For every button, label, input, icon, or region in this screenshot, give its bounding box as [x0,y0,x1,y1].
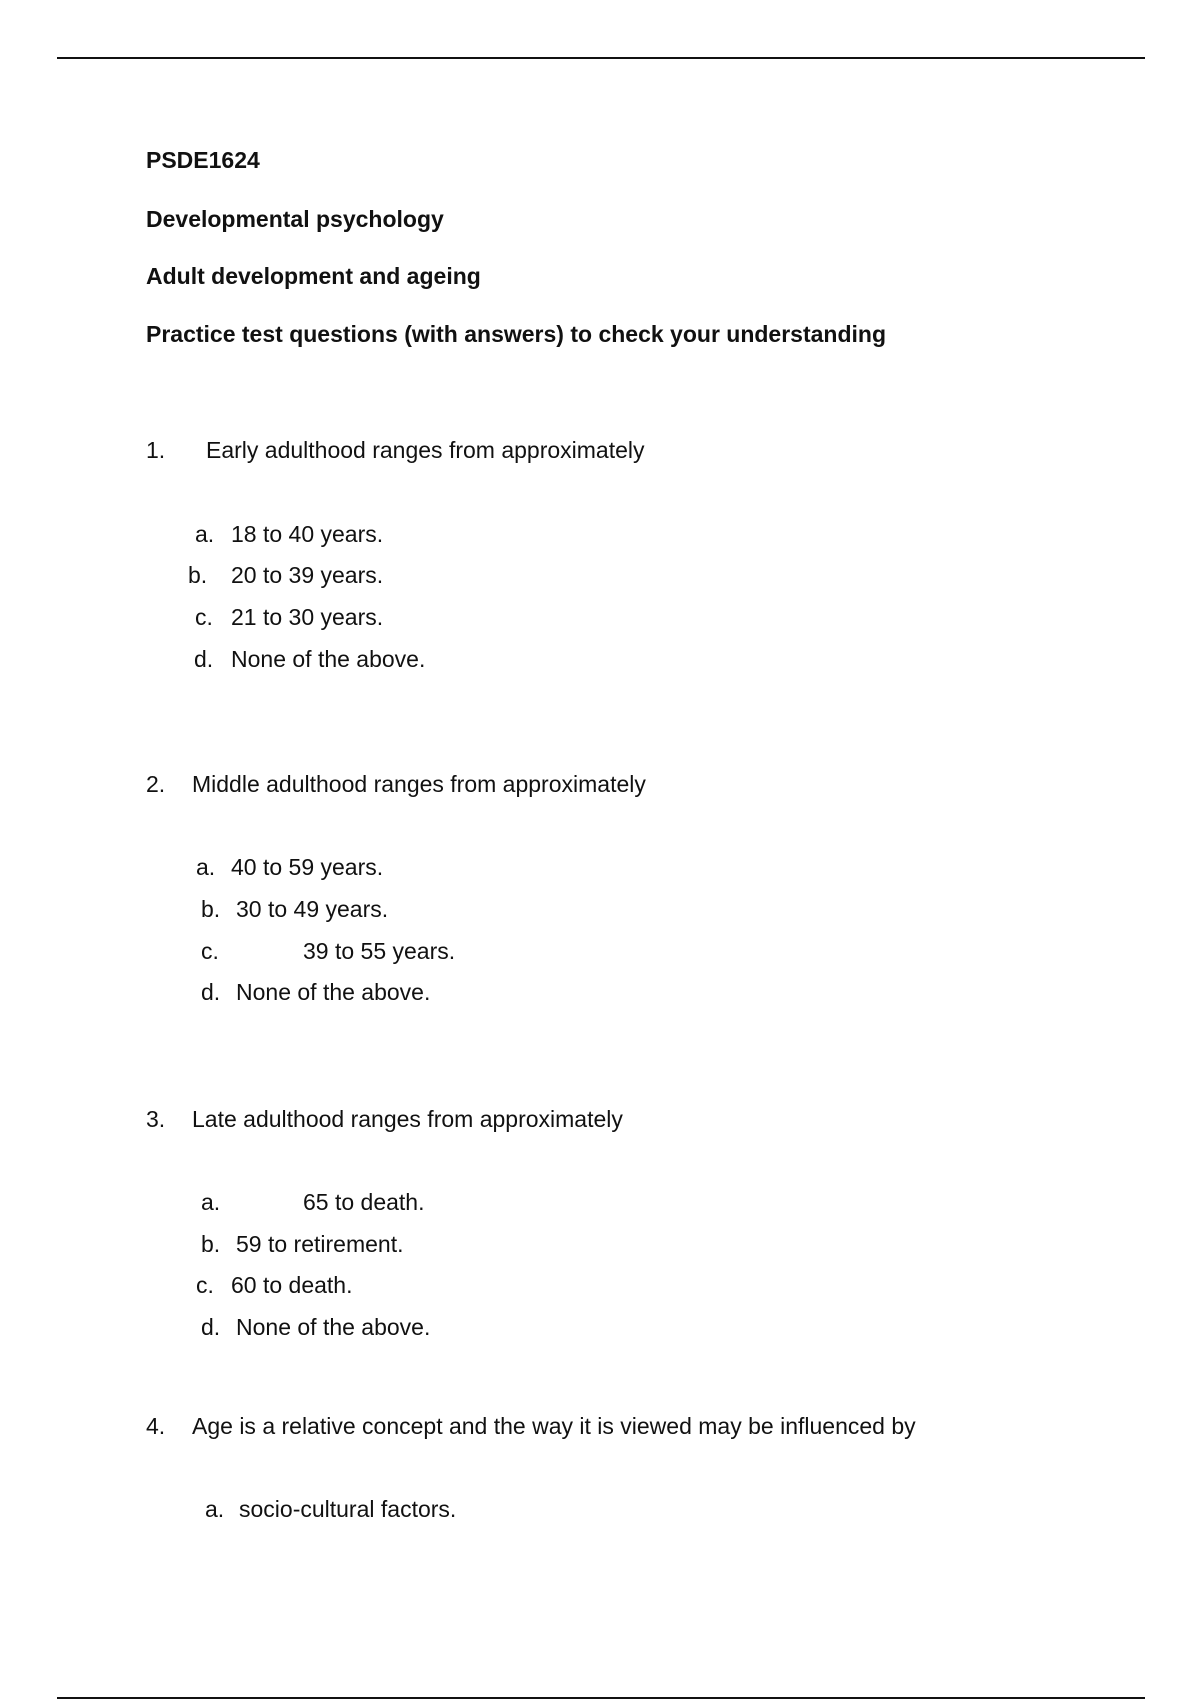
question-number: 1. [146,437,166,463]
option-letter: c. [201,938,219,964]
option-text: socio-cultural factors. [239,1496,457,1522]
option-letter: d. [194,646,214,672]
option-letter: a. [195,521,215,547]
option-text: None of the above. [236,1314,431,1340]
option-text: 21 to 30 years. [231,604,384,630]
option-text: 40 to 59 years. [231,854,384,880]
question-number: 2. [146,771,166,797]
question-number: 3. [146,1106,166,1132]
option-letter: b. [201,1231,221,1257]
bottom-rule [57,1697,1145,1699]
option-text: 39 to 55 years. [303,938,456,964]
option-text: 18 to 40 years. [231,521,384,547]
topic-title: Adult development and ageing [146,263,481,289]
option-text: 60 to death. [231,1272,353,1298]
option-text: 30 to 49 years. [236,896,389,922]
option-text: 59 to retirement. [236,1231,404,1257]
course-code: PSDE1624 [146,147,260,173]
instructions: Practice test questions (with answers) to check your understanding [146,321,886,347]
option-letter: b. [201,896,221,922]
option-text: None of the above. [231,646,426,672]
question-text: Middle adulthood ranges from approximately [192,771,646,797]
subject-title: Developmental psychology [146,206,444,232]
option-letter: c. [195,604,213,630]
option-letter: a. [205,1496,225,1522]
option-letter: c. [196,1272,214,1298]
question-text: Early adulthood ranges from approximately [206,437,645,463]
option-text: 20 to 39 years. [231,562,384,588]
top-rule [57,57,1145,59]
question-text: Late adulthood ranges from approximately [192,1106,623,1132]
option-letter: b. [188,562,208,588]
option-letter: d. [201,979,221,1005]
question-number: 4. [146,1413,166,1439]
option-text: None of the above. [236,979,431,1005]
option-letter: d. [201,1314,221,1340]
question-text: Age is a relative concept and the way it is viewed may be influenced by [192,1413,916,1439]
option-letter: a. [201,1189,221,1215]
option-letter: a. [196,854,216,880]
option-text: 65 to death. [303,1189,425,1215]
